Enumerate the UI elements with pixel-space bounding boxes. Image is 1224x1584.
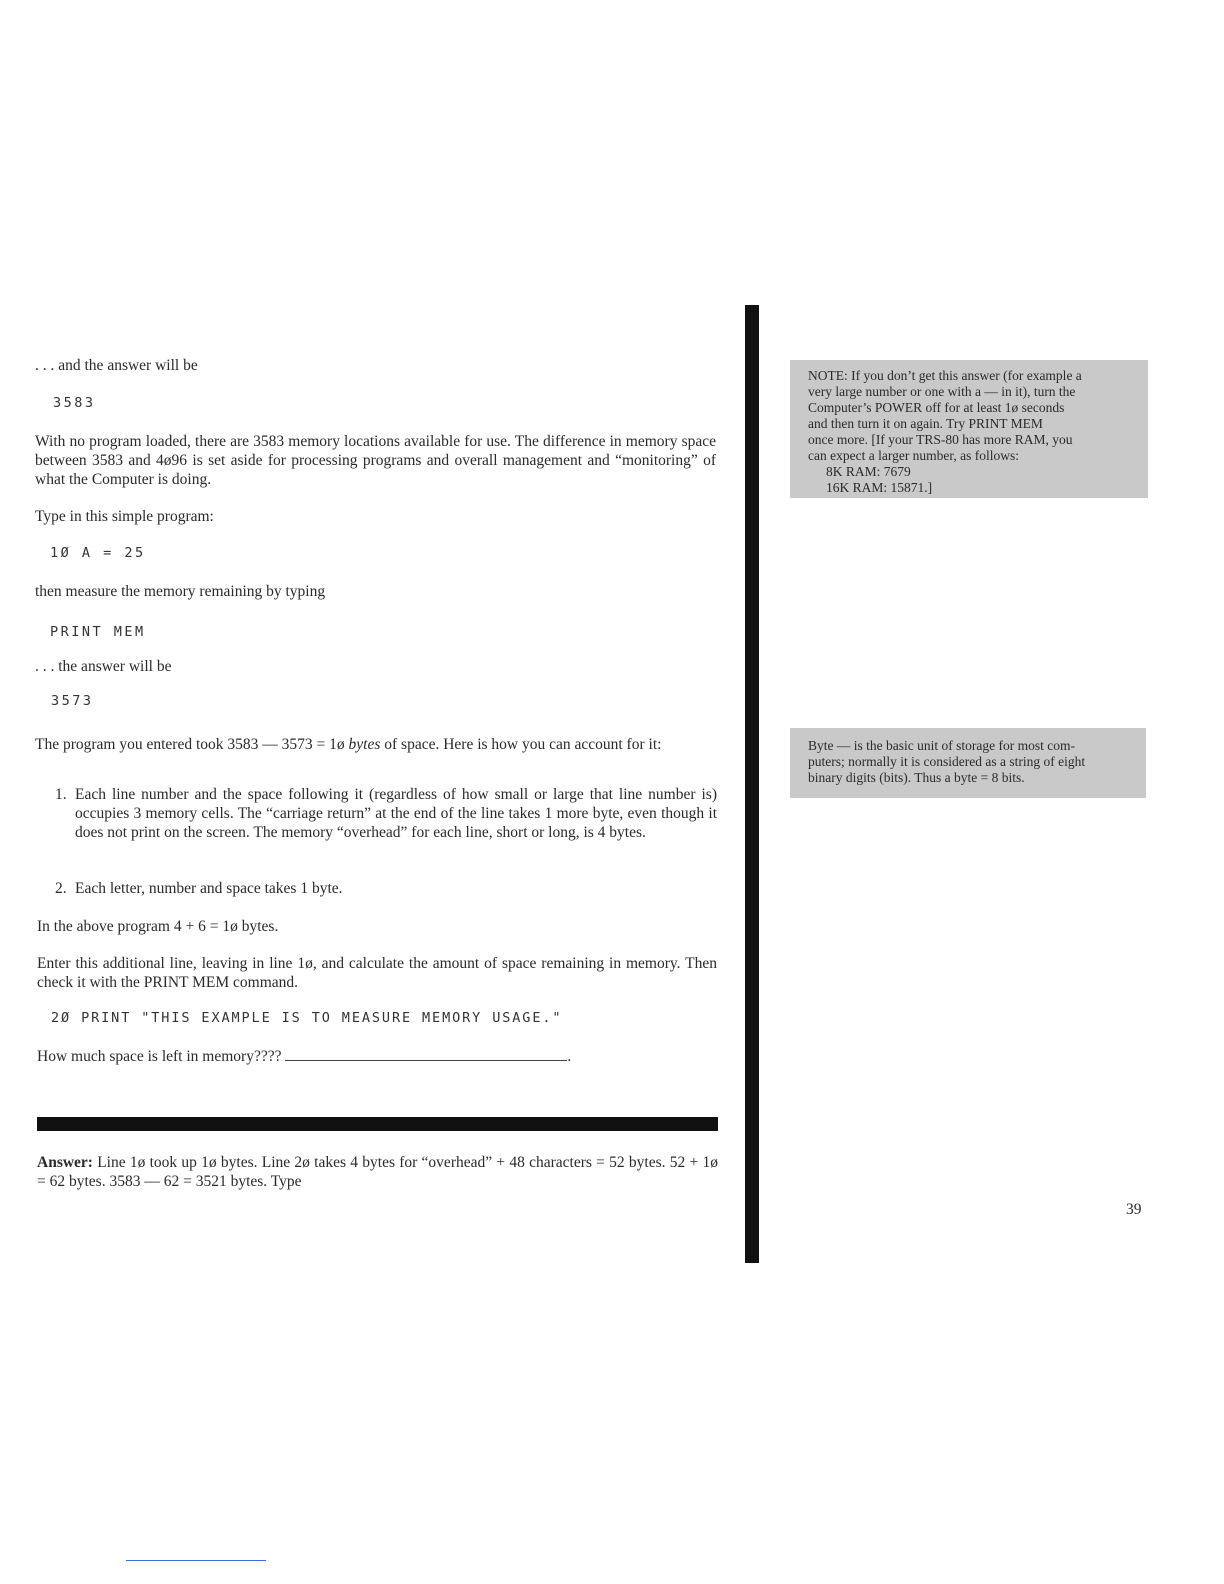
note-line: once more. [If your TRS-80 has more RAM, you: [808, 432, 1073, 447]
code-print-mem: PRINT MEM: [50, 624, 146, 640]
above-program-line: In the above program 4 + 6 = 1ø bytes.: [37, 918, 279, 935]
type-program-line: Type in this simple program:: [35, 508, 214, 525]
byte-note-line: Byte — is the basic unit of storage for most com-: [808, 738, 1075, 753]
code-output-3573: 3573: [51, 693, 94, 709]
note-line: NOTE: If you don’t get this answer (for example a: [808, 368, 1082, 383]
note-line: can expect a larger number, as follows:: [808, 448, 1020, 463]
answer-line: . . . the answer will be: [35, 658, 172, 675]
byte-note-line: puters; normally it is considered as a string of eight: [808, 754, 1086, 769]
code-line-20: 2Ø PRINT "THIS EXAMPLE IS TO MEASURE MEMORY USAGE.": [51, 1010, 563, 1026]
question-line: How much space is left in memory???? .: [37, 1048, 572, 1065]
list-item-text: Each line number and the space following it (regardless of how small or large that line number is) occupies 3 memory cells. The “carriage return” at the end of the line takes 1 more byte, even though it does not print on the screen. The memory “overhead” for each line, short or long, is 4 bytes.: [75, 786, 717, 841]
answer-label: Answer:: [37, 1154, 93, 1171]
list-item-number: 2.: [55, 880, 67, 897]
paragraph-memory-locations: With no program loaded, there are 3583 memory locations available for use. The difference in memory space between 3583 and 4ø96 is set aside for processing programs and overall management and “monitoring” of what the Computer is doing.: [35, 433, 716, 488]
intro-line: . . . and the answer will be: [35, 357, 198, 374]
note-line: Computer’s POWER off for at least 1ø seconds: [808, 400, 1065, 415]
code-output-3583: 3583: [53, 395, 96, 411]
horizontal-divider: [37, 1117, 718, 1131]
paragraph-bytes-text-b: of space. Here is how you can account for it:: [380, 736, 662, 753]
note-box: [790, 360, 1148, 498]
list-item-text: Each letter, number and space takes 1 byte.: [75, 880, 343, 897]
list-item: [55, 785, 717, 861]
answer-text: Line 1ø took up 1ø bytes. Line 2ø takes 4 bytes for “overhead” + 48 characters = 52 bytes. 52 + 1ø = 62 bytes. 3583 — 62 = 3521 bytes. Type: [37, 1154, 718, 1190]
paragraph-bytes-text-a: The program you entered took 3583 — 3573 = 1ø: [35, 736, 349, 753]
note-line: very large number or one with a — in it), turn the: [808, 384, 1076, 399]
footer-link-line: [126, 1560, 266, 1561]
paragraph-additional-line: Enter this additional line, leaving in line 1ø, and calculate the amount of space remaining in memory. Then check it with the PRINT MEM command.: [37, 955, 717, 991]
list-item-number: 1.: [55, 786, 67, 803]
note-ram-line: 8K RAM: 7679: [826, 464, 911, 479]
vertical-divider: [745, 305, 759, 1263]
bytes-emphasis: bytes: [348, 736, 381, 753]
note-ram-line: 16K RAM: 15871.]: [826, 480, 933, 495]
note-line: and then turn it on again. Try PRINT MEM: [808, 416, 1043, 431]
page-number: 39: [1126, 1201, 1142, 1218]
answer-paragraph: [37, 1153, 718, 1191]
byte-definition-box: [790, 728, 1146, 798]
question-text: How much space is left in memory????: [37, 1048, 282, 1065]
byte-note-line: binary digits (bits). Thus a byte = 8 bits.: [808, 770, 1025, 785]
code-line-10: 1Ø A = 25: [50, 545, 146, 561]
paragraph-bytes-used: [35, 735, 716, 754]
answer-blank: [285, 1048, 567, 1061]
measure-line: then measure the memory remaining by typing: [35, 583, 326, 600]
list-item: [55, 879, 717, 899]
